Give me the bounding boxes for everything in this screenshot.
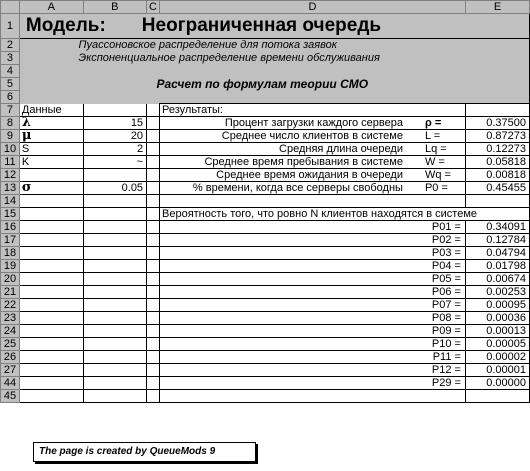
cell[interactable] [465,195,529,208]
cell[interactable] [147,182,160,195]
probability-symbol-cell[interactable]: P05 = [160,273,466,286]
cell[interactable] [147,273,160,286]
row-header[interactable]: 13 [1,182,20,195]
row-header[interactable]: 18 [1,247,20,260]
row-header[interactable]: 6 [1,91,20,104]
cell[interactable] [83,104,146,117]
cell[interactable] [147,260,160,273]
result-value-cell[interactable]: 0.45455 [465,182,529,195]
result-label-cell[interactable] [160,169,466,182]
result-value-cell[interactable]: 0.00818 [465,169,529,182]
result-label: Среднее время ожидания в очереди [216,169,403,181]
probability-value-cell[interactable]: 0.04794 [465,247,529,260]
cell[interactable] [83,247,146,260]
cell[interactable] [160,195,466,208]
result-symbol: P0 = [424,182,448,194]
column-header-b[interactable]: B [83,1,146,14]
cell[interactable] [83,234,146,247]
row-header[interactable]: 22 [1,299,20,312]
row-header[interactable]: 3 [1,52,20,65]
model-name: Неограниченная очередь [141,15,382,36]
row-header[interactable]: 45 [1,390,20,403]
cell[interactable] [147,143,160,156]
probability-symbol-cell[interactable]: P11 = [160,351,466,364]
footer-banner: The page is created by QueueMods 9 [33,442,256,462]
result-label: Среднее время пребывания в системе [204,156,403,168]
cell[interactable] [83,286,146,299]
input-symbol-cell[interactable]: S [19,143,83,156]
probability-value-cell[interactable]: 0.00001 [465,364,529,377]
row-header[interactable]: 12 [1,169,20,182]
cell[interactable] [19,325,83,338]
cell[interactable] [83,260,146,273]
cell[interactable] [83,325,146,338]
row-header[interactable]: 7 [1,104,20,117]
probability-symbol-cell[interactable]: P03 = [160,247,466,260]
result-label: Процент загрузки каждого сервера [224,117,403,129]
row-header[interactable]: 10 [1,143,20,156]
probability-value-cell[interactable]: 0.00013 [465,325,529,338]
data-label-cell[interactable]: Данные [19,104,83,117]
cell[interactable] [147,208,160,221]
row-header[interactable]: 24 [1,325,20,338]
row-header[interactable]: 19 [1,260,20,273]
cell[interactable] [147,195,160,208]
cell[interactable] [465,104,529,117]
probability-symbol-cell[interactable]: P02 = [160,234,466,247]
model-label: Модель: [25,15,106,36]
input-value-cell[interactable]: 20 [83,130,146,143]
result-symbol: Lq = [424,143,447,155]
cell[interactable] [147,247,160,260]
row-header[interactable]: 20 [1,273,20,286]
cell[interactable] [19,273,83,286]
result-label-cell[interactable] [160,156,466,169]
cell[interactable] [83,208,146,221]
row-header[interactable]: 5 [1,78,20,91]
cell[interactable] [83,338,146,351]
input-symbol-cell[interactable]: λ [19,117,83,130]
cell[interactable] [83,312,146,325]
subtitle-line[interactable] [160,91,530,104]
probability-symbol-cell[interactable]: P10 = [160,338,466,351]
probability-symbol-cell[interactable]: P09 = [160,325,466,338]
cell[interactable] [147,130,160,143]
cell[interactable] [19,286,83,299]
result-symbol: Wq = [424,169,451,181]
row-header[interactable]: 9 [1,130,20,143]
probability-value-cell[interactable]: 0.00095 [465,299,529,312]
row-header[interactable]: 44 [1,377,20,390]
row-header[interactable]: 14 [1,195,20,208]
row-header[interactable]: 21 [1,286,20,299]
row-header[interactable]: 27 [1,364,20,377]
cell[interactable] [19,247,83,260]
probability-symbol-cell[interactable]: P08 = [160,312,466,325]
result-label-cell[interactable] [160,117,466,130]
cell[interactable] [19,312,83,325]
result-value-cell[interactable]: 0.12273 [465,143,529,156]
cell[interactable] [19,208,83,221]
result-label-cell[interactable] [160,130,466,143]
subtitle-line[interactable] [78,52,530,65]
cell[interactable] [19,299,83,312]
cell[interactable] [83,273,146,286]
column-header-e[interactable]: E [465,1,529,14]
cell[interactable] [147,234,160,247]
probability-symbol-cell[interactable]: P06 = [160,286,466,299]
cell[interactable] [19,221,83,234]
probability-title-cell[interactable]: Вероятность того, что ровно N клиентов находятся в системе [160,208,530,221]
cell[interactable] [147,104,160,117]
row-header[interactable]: 23 [1,312,20,325]
column-header-d[interactable]: D [160,1,466,14]
input-symbol-cell[interactable]: σ [19,182,83,195]
cell[interactable] [83,364,146,377]
probability-value-cell[interactable]: 0.00036 [465,312,529,325]
input-value-cell[interactable]: ~ [83,156,146,169]
cell[interactable] [147,312,160,325]
cell[interactable] [83,299,146,312]
cell[interactable] [19,364,83,377]
probability-value-cell[interactable]: 0.34091 [465,221,529,234]
cell[interactable] [147,221,160,234]
probability-value-cell[interactable]: 0.00005 [465,338,529,351]
row-header[interactable]: 11 [1,156,20,169]
cell[interactable] [160,390,466,403]
cell[interactable] [83,221,146,234]
result-label: Среднее число клиентов в системе [221,130,403,142]
column-header-a[interactable]: A [19,1,83,14]
cell[interactable] [147,299,160,312]
result-label: % времени, когда все серверы свободны [192,182,403,194]
subtitle-line[interactable] [78,39,530,52]
result-label: Средняя длина очереди [279,143,403,155]
result-symbol: W = [424,156,445,168]
row-header[interactable]: 17 [1,234,20,247]
input-value-cell[interactable]: 2 [83,143,146,156]
row-header[interactable]: 4 [1,65,20,78]
result-label-cell[interactable] [160,182,466,195]
cell[interactable] [19,260,83,273]
input-value-cell[interactable]: 0.05 [83,182,146,195]
subtitle-line[interactable] [156,76,530,91]
cell[interactable] [147,364,160,377]
probability-symbol-cell[interactable]: P29 = [160,377,466,390]
result-symbol: ρ = [424,117,442,129]
probability-symbol-cell[interactable]: P12 = [160,364,466,377]
subtitle-text: Пуассоновское распределение для потока заявок [78,39,337,52]
probability-value-cell[interactable]: 0.00000 [465,377,529,390]
row-header[interactable]: 26 [1,351,20,364]
result-label-cell[interactable] [160,143,466,156]
result-symbol: L = [424,130,441,142]
cell[interactable] [83,351,146,364]
probability-symbol-cell[interactable]: P04 = [160,260,466,273]
probability-value-cell[interactable]: 0.00674 [465,273,529,286]
cell[interactable] [19,195,83,208]
cell[interactable] [83,377,146,390]
row-header[interactable]: 15 [1,208,20,221]
probability-value-cell[interactable]: 0.00253 [465,286,529,299]
cell[interactable] [147,286,160,299]
probability-value-cell[interactable]: 0.00002 [465,351,529,364]
row-header[interactable]: 2 [1,39,20,52]
cell[interactable] [83,390,146,403]
cell[interactable] [147,351,160,364]
subtitle-line[interactable] [160,65,530,78]
cell[interactable] [147,377,160,390]
probability-symbol-cell[interactable]: P07 = [160,299,466,312]
result-value-cell[interactable]: 0.37500 [465,117,529,130]
input-value-cell[interactable]: 15 [83,117,146,130]
cell[interactable] [147,169,160,182]
input-value-cell[interactable] [83,169,146,182]
subtitle-text: Экспоненциальное распределение времени обслуживания [78,52,380,64]
select-all-corner[interactable] [1,1,20,14]
title-cell[interactable] [19,14,529,39]
input-symbol-cell[interactable]: K [19,156,83,169]
probability-value-cell[interactable]: 0.01798 [465,260,529,273]
probability-value-cell[interactable]: 0.12784 [465,234,529,247]
row-header[interactable]: 8 [1,117,20,130]
row-header[interactable]: 16 [1,221,20,234]
input-symbol-cell[interactable]: μ [19,130,83,143]
cell[interactable] [19,351,83,364]
results-label-cell[interactable]: Результаты: [160,104,466,117]
cell[interactable] [465,390,529,403]
probability-symbol-cell[interactable]: P01 = [160,221,466,234]
cell[interactable] [147,390,160,403]
cell[interactable] [19,390,83,403]
result-value-cell[interactable]: 0.87273 [465,130,529,143]
cell[interactable] [19,338,83,351]
cell[interactable] [147,325,160,338]
row-header[interactable]: 25 [1,338,20,351]
row-header[interactable]: 1 [1,14,20,39]
cell[interactable] [19,234,83,247]
cell[interactable] [19,377,83,390]
column-header-c[interactable]: C [147,1,160,14]
cell[interactable] [83,195,146,208]
cell[interactable] [147,117,160,130]
result-value-cell[interactable]: 0.05818 [465,156,529,169]
cell[interactable] [147,156,160,169]
cell[interactable] [147,338,160,351]
subtitle-text: Расчет по формулам теории СМО [156,76,369,91]
